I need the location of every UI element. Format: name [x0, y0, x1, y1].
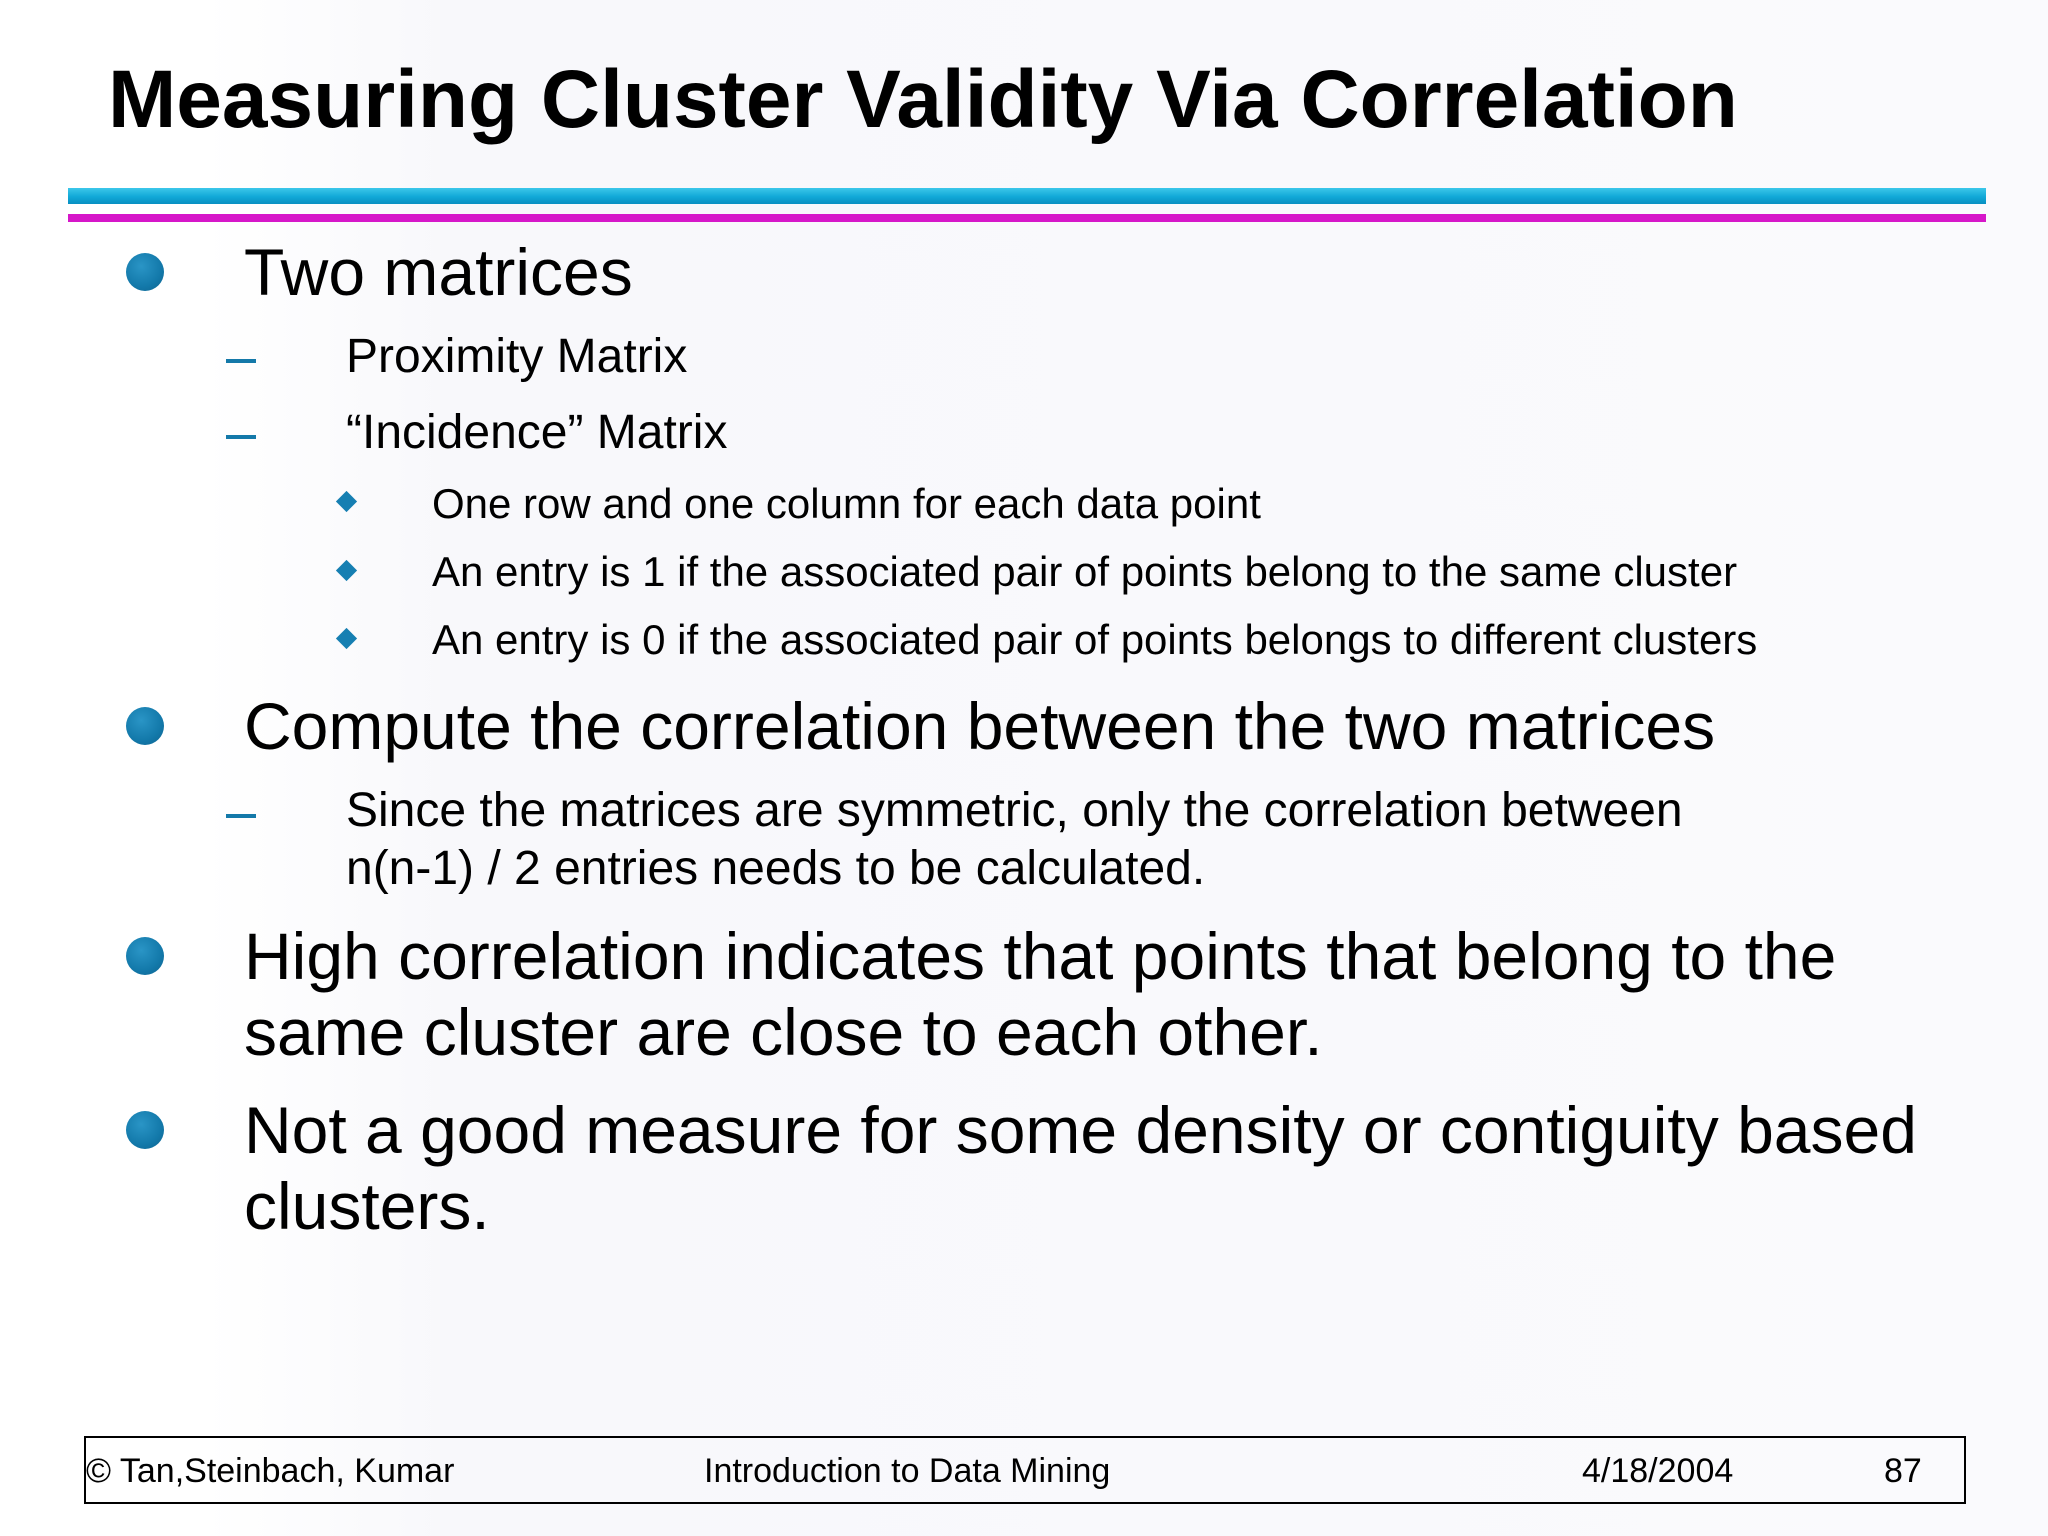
- detail-row-column: One row and one column for each data point: [432, 480, 1261, 527]
- diamond-icon: [336, 628, 357, 649]
- bullet-not-good-measure-line1: Not a good measure for some density or contiguity based: [244, 1093, 1917, 1167]
- footer-page-number: 87: [1884, 1452, 1922, 1490]
- bullet-not-good-measure-line2: clusters.: [244, 1169, 490, 1243]
- bullet-dot-icon: [126, 1111, 164, 1149]
- bullet-two-matrices: Two matrices: [244, 235, 633, 309]
- subitem-symmetric-line2: n(n-1) / 2 entries needs to be calculated.: [346, 842, 1206, 895]
- title-rule-cyan: [68, 188, 1986, 204]
- diamond-icon: [336, 491, 357, 512]
- bullet-dot-icon: [126, 253, 164, 291]
- footer-date: 4/18/2004: [1582, 1452, 1734, 1490]
- bullet-high-correlation-line1: High correlation indicates that points that belong to the: [244, 919, 1837, 993]
- footer-copyright: © Tan,Steinbach, Kumar: [86, 1452, 455, 1490]
- slide-footer: [84, 1436, 1966, 1504]
- subitem-incidence-matrix: “Incidence” Matrix: [346, 406, 728, 459]
- title-rule-magenta: [68, 214, 1986, 222]
- bullet-dot-icon: [126, 707, 164, 745]
- diamond-icon: [336, 560, 357, 581]
- bullet-dot-icon: [126, 937, 164, 975]
- detail-entry-zero: An entry is 0 if the associated pair of points belongs to different clusters: [432, 616, 1758, 663]
- dash-icon: [226, 814, 256, 818]
- bullet-high-correlation-line2: same cluster are close to each other.: [244, 995, 1323, 1069]
- subitem-proximity-matrix: Proximity Matrix: [346, 330, 688, 383]
- detail-entry-one: An entry is 1 if the associated pair of points belong to the same cluster: [432, 548, 1738, 595]
- slide-title: Measuring Cluster Validity Via Correlation: [108, 54, 1738, 145]
- footer-course: Introduction to Data Mining: [704, 1452, 1111, 1490]
- dash-icon: [226, 435, 256, 439]
- dash-icon: [226, 359, 256, 363]
- bullet-compute-correlation: Compute the correlation between the two matrices: [244, 689, 1716, 763]
- subitem-symmetric-line1: Since the matrices are symmetric, only the correlation between: [346, 784, 1683, 837]
